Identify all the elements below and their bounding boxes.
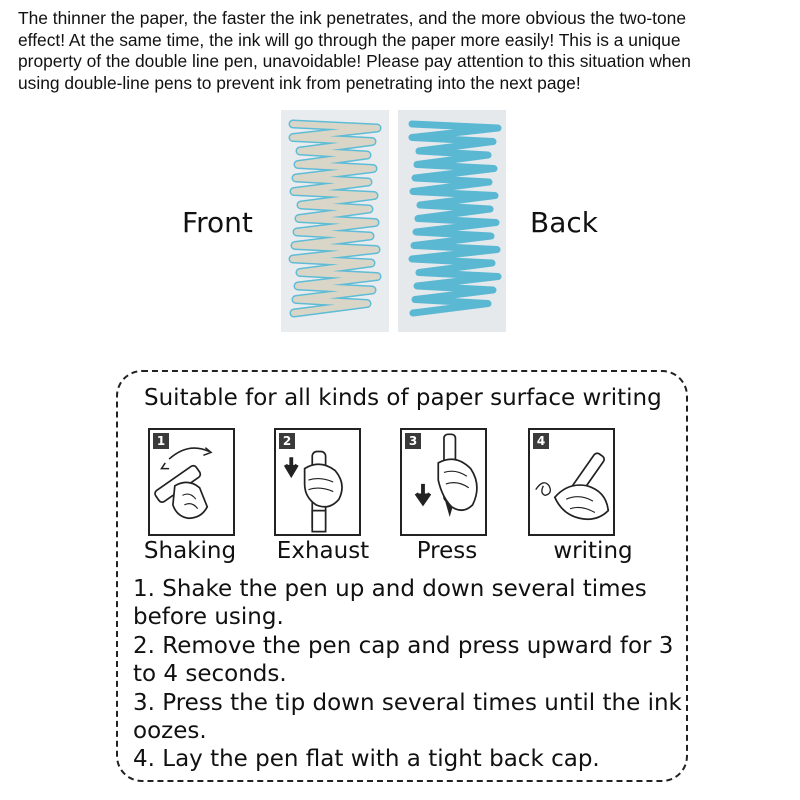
front-swatch-image	[281, 110, 389, 332]
step-number-badge: 3	[405, 433, 421, 449]
step-number-badge: 2	[279, 433, 295, 449]
intro-line: The thinner the paper, the faster the ink penetrates, and the more obvious the two-tone	[18, 8, 687, 28]
instruction-item: 4. Lay the pen flat with a tight back cap.	[133, 746, 600, 773]
step-label-exhaust: Exhaust	[276, 538, 370, 564]
instruction-item: 1. Shake the pen up and down several times before using.	[133, 576, 647, 631]
instruction-list	[133, 575, 683, 774]
back-scribble-icon	[398, 110, 506, 332]
step-number-badge: 1	[153, 433, 169, 449]
instruction-item: 3. Press the tip down several times until the ink oozes.	[133, 689, 682, 745]
intro-line: effect! At the same time, the ink will go through the paper more easily! This is a unique	[18, 29, 681, 50]
step-card-shaking	[148, 428, 235, 536]
intro-line: using double-line pens to prevent ink from penetrating into the next page!	[18, 72, 581, 93]
intro-line: property of the double line pen, unavoidable! Please pay attention to this situation when	[18, 51, 691, 71]
step-card-writing	[528, 428, 615, 536]
guide-title: Suitable for all kinds of paper surface writing	[144, 385, 662, 411]
instruction-item: 2. Remove the pen cap and press upward for 3 to 4 seconds.	[133, 632, 674, 688]
intro-paragraph	[18, 8, 788, 94]
step-label-shaking: Shaking	[143, 538, 237, 564]
front-label: Front	[182, 206, 253, 239]
step-card-press	[400, 428, 487, 536]
step-number-badge: 4	[533, 433, 549, 449]
step-card-exhaust	[274, 428, 361, 536]
step-label-writing: writing	[553, 538, 633, 564]
back-swatch-image	[398, 110, 506, 332]
back-ink-bleed	[412, 124, 498, 313]
back-label: Back	[530, 206, 598, 239]
front-scribble-icon	[281, 110, 389, 332]
step-label-press: Press	[416, 538, 478, 564]
